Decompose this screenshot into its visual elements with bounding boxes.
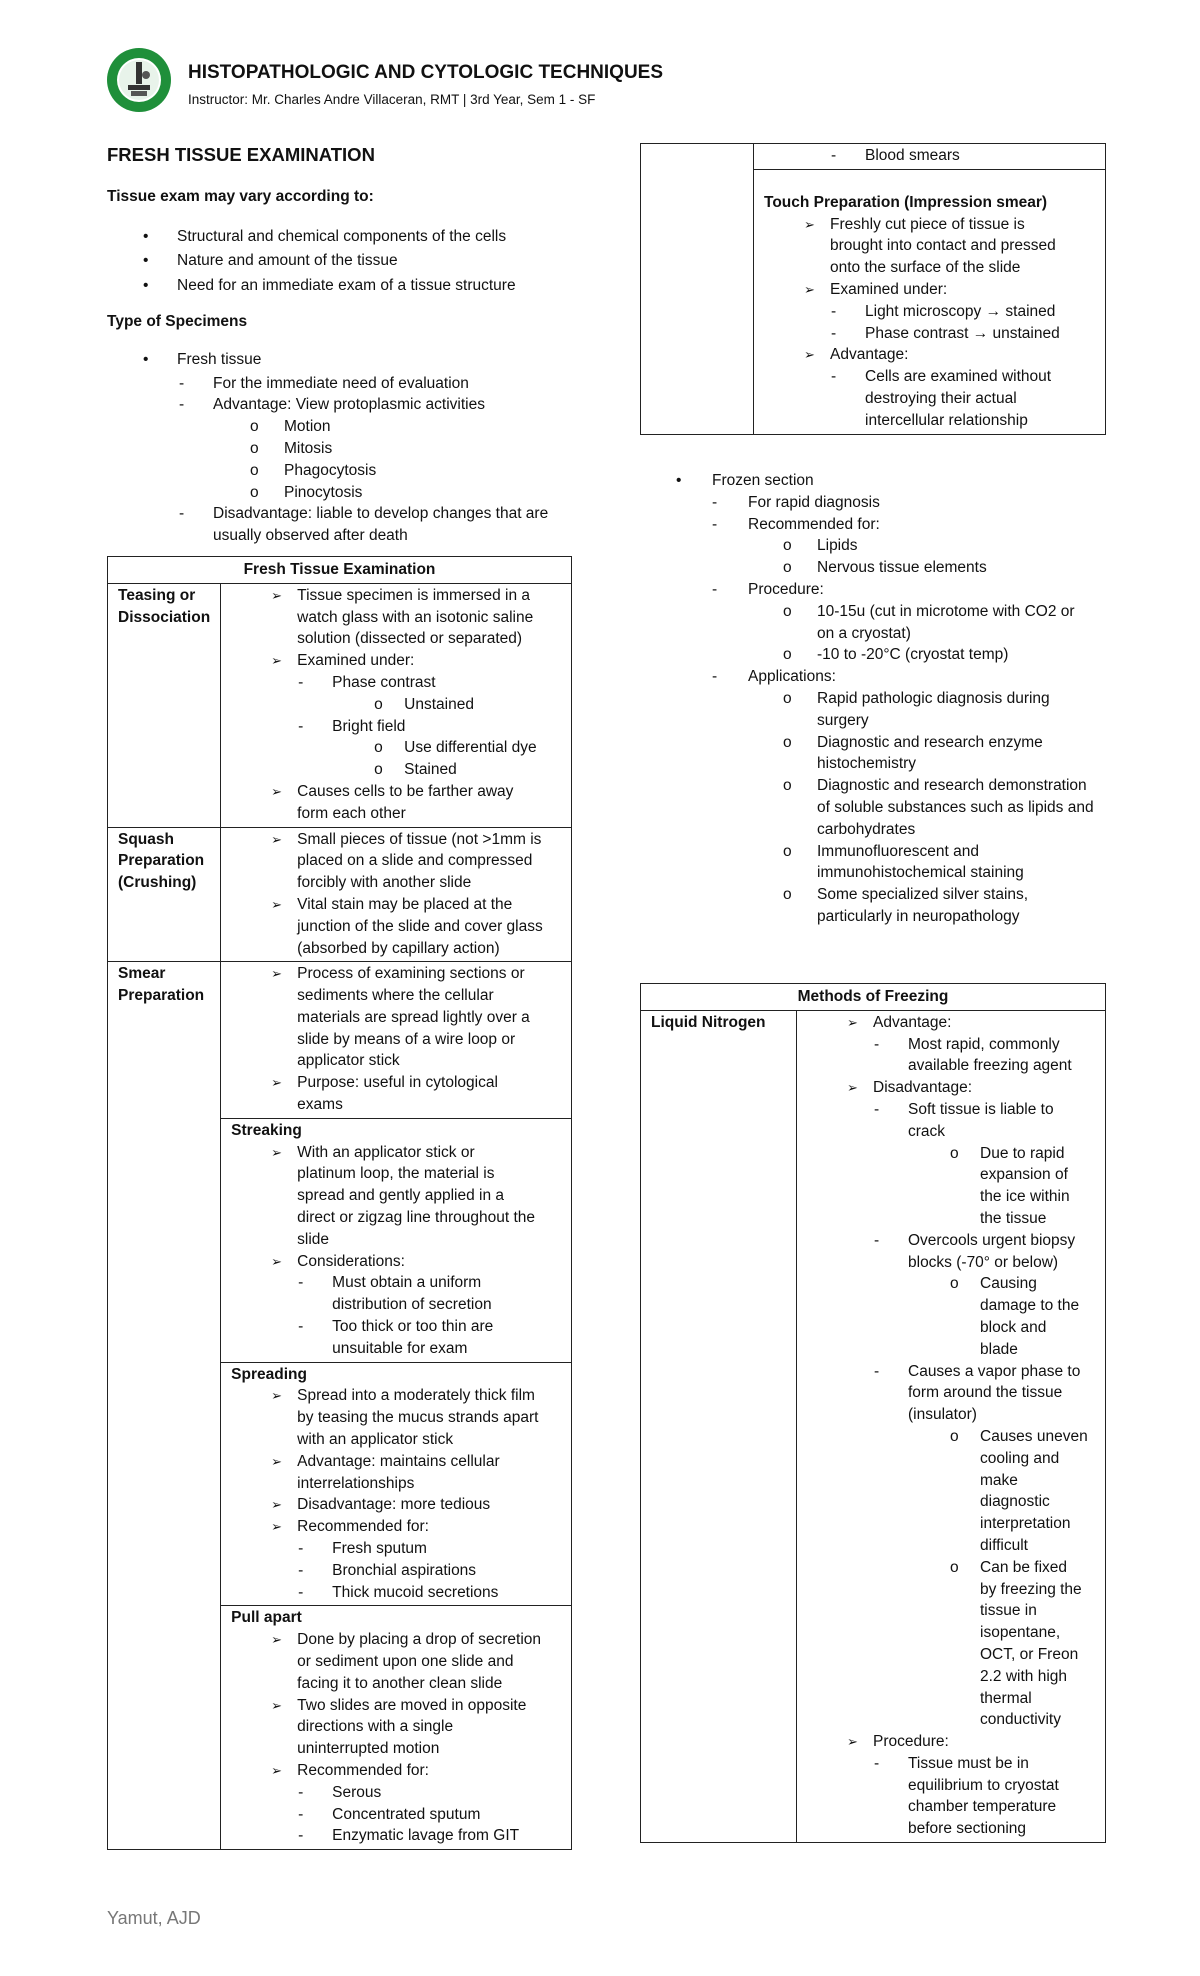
list-item: - Concentrated sputum [231, 1804, 561, 1826]
list-item: thermal [980, 1689, 1032, 1707]
list-item: ➢ With an applicator stick or [231, 1142, 561, 1164]
list-item: the ice within [980, 1188, 1070, 1206]
list-item: ➢ Procedure: [807, 1731, 1095, 1753]
list-item: directions with a single [297, 1718, 454, 1736]
list-item: - For rapid diagnosis [640, 492, 1106, 514]
subsection-title: Spreading [231, 1365, 307, 1383]
list-item: - Most rapid, commonly [807, 1034, 1095, 1056]
list-item: slide by means of a wire loop or [297, 1030, 516, 1048]
list-item: ➢ Advantage: maintains cellular [231, 1451, 561, 1473]
list-item: o Motion [107, 416, 572, 438]
list-item: ➢ Two slides are moved in opposite [231, 1695, 561, 1717]
list-item: distribution of secretion [332, 1296, 492, 1314]
list-item: o Causes uneven [807, 1426, 1095, 1448]
list-item: o Rapid pathologic diagnosis during [640, 688, 1106, 710]
list-item: placed on a slide and compressed [297, 852, 533, 870]
continuation-table [640, 143, 1106, 435]
list-item: immunohistochemical staining [817, 864, 1024, 882]
fresh-tissue-item: • Fresh tissue [107, 349, 572, 371]
list-item: o Pinocytosis [107, 482, 572, 504]
teasing-cell [221, 583, 572, 827]
list-item: by freezing the [980, 1580, 1082, 1598]
list-item: ➢ Disadvantage: [807, 1077, 1095, 1099]
list-item: carbohydrates [817, 820, 916, 838]
list-item: by teasing the mucus strands apart [297, 1409, 539, 1427]
list-item: of soluble substances such as lipids and [817, 798, 1094, 816]
pull-apart-cell [221, 1606, 572, 1850]
list-item: - Bright field [231, 716, 561, 738]
exam-intro: Tissue exam may vary according to: [107, 187, 374, 205]
list-item: histochemistry [817, 755, 917, 773]
list-item: ➢ Spread into a moderately thick film [231, 1385, 561, 1407]
streaking-cell [221, 1118, 572, 1362]
list-item: o Immunofluorescent and [640, 841, 1106, 863]
list-item: - Fresh sputum [231, 1538, 561, 1560]
subsection-title: Streaking [231, 1121, 302, 1139]
list-item: block and [980, 1318, 1047, 1336]
row-label-teasing [108, 583, 221, 827]
list-item: the tissue [980, 1209, 1047, 1227]
list-item: sediments where the cellular [297, 987, 494, 1005]
list-item: • Need for an immediate exam of a tissue structure [107, 275, 572, 297]
types-heading: Type of Specimens [107, 312, 248, 330]
list-item: make [980, 1471, 1018, 1489]
list-item: exams [297, 1096, 343, 1114]
list-item: intercellular relationship [865, 411, 1028, 429]
list-item: applicator stick [297, 1052, 400, 1070]
list-item: ➢ Causes cells to be farther away [231, 781, 561, 803]
list-item: chamber temperature [908, 1798, 1057, 1816]
list-item: - Soft tissue is liable to [807, 1099, 1095, 1121]
list-item: o Due to rapid [807, 1143, 1095, 1165]
list-item: usually observed after death [213, 527, 408, 545]
label-line: Teasing or [118, 586, 196, 604]
list-item: ➢ Examined under: [764, 279, 1095, 301]
list-item: expansion of [980, 1166, 1068, 1184]
list-item: available freezing agent [908, 1057, 1072, 1075]
list-item: unsuitable for exam [332, 1339, 468, 1357]
smear-cell [221, 962, 572, 1119]
list-item: ➢ Purpose: useful in cytological [231, 1072, 561, 1094]
list-item: o Causing [807, 1273, 1095, 1295]
list-item: - Disadvantage: liable to develop changes that are [107, 503, 572, 525]
list-item: - Cells are examined without [764, 366, 1095, 388]
list-item: form each other [297, 804, 406, 822]
list-item: ➢ Recommended for: [231, 1760, 561, 1782]
list-item: slide [297, 1230, 330, 1248]
document-title: HISTOPATHOLOGIC AND CYTOLOGIC TECHNIQUES [188, 62, 664, 83]
footer-author: Yamut, AJD [107, 1908, 201, 1928]
list-item: o Stained [231, 759, 561, 781]
list-item: direct or zigzag line throughout the [297, 1209, 535, 1227]
list-item: ➢ Freshly cut piece of tissue is [764, 214, 1095, 236]
list-item: o Nervous tissue elements [640, 557, 1106, 579]
list-item: or sediment upon one slide and [297, 1653, 514, 1670]
list-item: junction of the slide and cover glass [297, 917, 543, 935]
list-item: o 10-15u (cut in microtome with CO2 or [640, 601, 1106, 623]
list-item: interpretation [980, 1515, 1071, 1533]
list-item: brought into contact and pressed [830, 237, 1056, 255]
list-item: - Enzymatic lavage from GIT [231, 1825, 561, 1847]
list-item: diagnostic [980, 1493, 1050, 1511]
list-item: ➢ Considerations: [231, 1251, 561, 1273]
list-item: ➢ Tissue specimen is immersed in a [231, 585, 561, 607]
list-item: cooling and [980, 1449, 1060, 1467]
list-item: ➢ Done by placing a drop of secretion [231, 1629, 561, 1651]
frozen-section-item: • Frozen section [640, 470, 1106, 492]
list-item: - For the immediate need of evaluation [107, 373, 572, 395]
list-item: solution (dissected or separated) [297, 630, 523, 648]
list-item: ➢ Disadvantage: more tedious [231, 1494, 561, 1516]
list-item: o Diagnostic and research demonstration [640, 775, 1106, 797]
list-item: o Use differential dye [231, 737, 561, 759]
subsection-title: Touch Preparation (Impression smear) [764, 193, 1048, 211]
list-item: ➢ Process of examining sections or [231, 963, 561, 985]
list-item: onto the surface of the slide [830, 259, 1021, 277]
list-item: blade [980, 1340, 1018, 1358]
list-item: - Serous [231, 1782, 561, 1804]
list-item: OCT, or Freon [980, 1645, 1079, 1663]
list-item: - Bronchial aspirations [231, 1560, 561, 1582]
label-line: (Crushing) [118, 874, 197, 892]
school-logo [106, 47, 172, 113]
list-item: damage to the [980, 1297, 1080, 1315]
spreading-cell [221, 1362, 572, 1606]
subsection-title: Pull apart [231, 1609, 302, 1627]
row-label-smear [108, 962, 221, 1850]
list-item: form around the tissue [908, 1384, 1063, 1402]
list-item: (absorbed by capillary action) [297, 939, 500, 957]
list-item: with an applicator stick [297, 1431, 454, 1449]
list-item: ➢ Recommended for: [231, 1516, 561, 1538]
list-item: • Nature and amount of the tissue [107, 250, 572, 272]
list-item: o Phagocytosis [107, 460, 572, 482]
list-item: - Overcools urgent biopsy [807, 1230, 1095, 1252]
label-line: Preparation [118, 852, 205, 870]
list-item: - Too thick or too thin are [231, 1316, 561, 1338]
list-item: o Diagnostic and research enzyme [640, 732, 1106, 754]
list-item: equilibrium to cryostat [908, 1776, 1059, 1794]
list-item: o Unstained [231, 694, 561, 716]
touch-prep-cell [754, 169, 1106, 434]
list-item: interrelationships [297, 1474, 415, 1492]
list-item: - Must obtain a uniform [231, 1272, 561, 1294]
list-item: - Procedure: [640, 579, 1106, 601]
exam-factors-list [107, 226, 572, 297]
list-item: - Phase contrast → unstained [764, 323, 1095, 345]
freezing-table [640, 983, 1106, 1843]
list-item: destroying their actual [865, 389, 1017, 407]
list-item: uninterrupted motion [297, 1740, 440, 1758]
empty-label-cell [641, 144, 754, 435]
row-label-liquid-nitrogen: Liquid Nitrogen [641, 1010, 797, 1842]
label-line: Smear [118, 965, 166, 983]
table-title: Methods of Freezing [641, 984, 1106, 1011]
list-item: • Structural and chemical components of the cells [107, 226, 572, 248]
continuation-table-wrap [640, 143, 1106, 435]
list-item: ➢ Advantage: [764, 344, 1095, 366]
list-item: watch glass with an isotonic saline [297, 608, 534, 626]
list-item: o Some specialized silver stains, [640, 884, 1106, 906]
list-item: difficult [980, 1536, 1028, 1554]
list-item: crack [908, 1122, 946, 1140]
list-item: tissue in [980, 1602, 1037, 1620]
list-item: o Mitosis [107, 438, 572, 460]
list-item: 2.2 with high [980, 1667, 1068, 1685]
blood-smears-cell [754, 144, 1106, 170]
list-item: materials are spread lightly over a [297, 1008, 530, 1026]
list-item: blocks (-70° or below) [908, 1253, 1059, 1271]
list-item: (insulator) [908, 1406, 977, 1424]
list-item: - Applications: [640, 666, 1106, 688]
list-item: - Tissue must be in [807, 1753, 1095, 1775]
list-item: - Blood smears [764, 145, 1095, 167]
list-item: isopentane, [980, 1624, 1061, 1642]
list-item: o Can be fixed [807, 1557, 1095, 1579]
list-item: spread and gently applied in a [297, 1187, 504, 1205]
list-item: - Thick mucoid secretions [231, 1582, 561, 1604]
instructor-line: Instructor: Mr. Charles Andre Villaceran, RMT | 3rd Year, Sem 1 - SF [188, 92, 596, 107]
label-line: Preparation [118, 987, 205, 1005]
label-line: Squash [118, 830, 174, 848]
table-title: Fresh Tissue Examination [108, 556, 572, 583]
list-item: forcibly with another slide [297, 874, 472, 892]
list-item: ➢ Advantage: [807, 1012, 1095, 1034]
list-item: facing it to another clean slide [297, 1674, 503, 1692]
list-item: ➢ Small pieces of tissue (not >1mm is [231, 829, 561, 851]
row-label-squash [108, 827, 221, 962]
section-title: FRESH TISSUE EXAMINATION [107, 144, 375, 165]
squash-cell [221, 827, 572, 962]
list-item: ➢ Vital stain may be placed at the [231, 894, 561, 916]
list-item: - Advantage: View protoplasmic activities [107, 394, 572, 416]
liquid-nitrogen-cell [797, 1010, 1106, 1842]
label-line: Dissociation [118, 608, 211, 626]
list-item: before sectioning [908, 1820, 1027, 1838]
frozen-section-block [640, 470, 1106, 928]
list-item: - Causes a vapor phase to [807, 1361, 1095, 1383]
list-item: conductivity [980, 1711, 1061, 1729]
list-item: - Recommended for: [640, 514, 1106, 536]
list-item: platinum loop, the material is [297, 1165, 495, 1183]
fresh-tissue-table [107, 556, 572, 1850]
list-item: particularly in neuropathology [817, 907, 1020, 925]
list-item: on a cryostat) [817, 624, 911, 642]
left-column [107, 140, 572, 1850]
list-item: ➢ Examined under: [231, 650, 561, 672]
list-item: surgery [817, 711, 869, 729]
list-item: - Phase contrast [231, 672, 561, 694]
list-item: o -10 to -20°C (cryostat temp) [640, 644, 1106, 666]
freezing-table-wrap [640, 983, 1106, 1843]
list-item: o Lipids [640, 535, 1106, 557]
list-item: - Light microscopy → stained [764, 301, 1095, 323]
